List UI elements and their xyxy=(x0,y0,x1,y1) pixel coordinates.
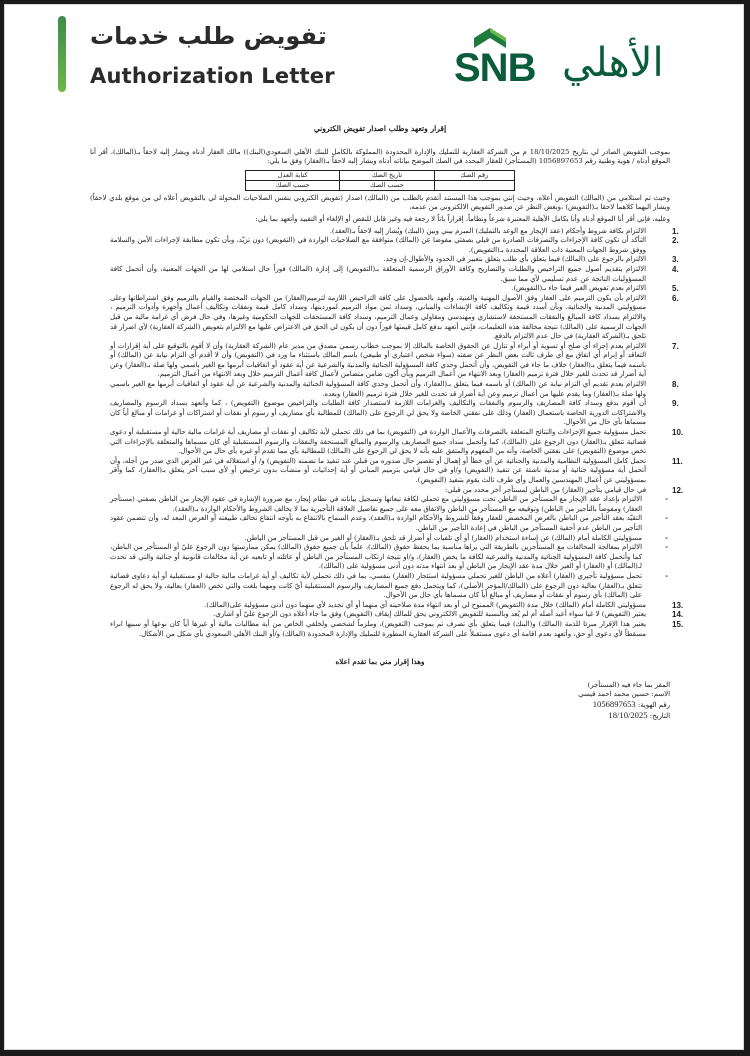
list-item xyxy=(90,293,679,342)
item-text: الالتزام بعدم تقديم أي التزام نيابة عن (المالك) أو باسمه فيما يتعلق بـ(العقار)، وأن أتحمل وحدي كافة المسؤولية الجنائية والمدنية والشرعية عن أية عقود أو اتفاقيات أبرمها مع الغير باسمي ولها صلة بـ(العقار) وما يقدم عليها من أعمال ترميم وعن أية أضرار قد تحدث للغير خلال فترة ترميم (العقار) وبعده. xyxy=(110,380,646,398)
item-number: 4. xyxy=(672,264,679,274)
item-number: 10. xyxy=(672,428,684,438)
item-number: 13. xyxy=(672,600,684,610)
list-item xyxy=(90,380,679,399)
sub-list-item xyxy=(110,543,668,572)
sub-item-text: الالتزام بإعداد عقد الإيجار مع المستأجر من الباطن تحت مسؤوليتي مع تحملي لكافة تبعاتها وتسجيل بياناته في نظام إيجار، مع ضرورة الإشارة في عقود الإيجار من الباطن بصفتي (مستأجر العقار) ومفوضاً بالتأجير من الباطن) وتوقيعه مع المستأجر من الباطن والاتفاق معه على جميع تفاصيل العلاقة التأجيرية بما لا يخالف الشروط والأحكام الواردة بـ(العقد). xyxy=(110,495,642,513)
sub-item-text: تحمل مسؤولية تأجيري (العقار) أعلاه من الباطن للغير تحملي مسؤولية استئجار (العقار) بنفسي، بما في ذلك تحملي لأية تكاليف أو أية غرامات مالية حالية او مستقبلية أو أية دعاوى قضائية تتعلق بـ(العقار) بعالية دون الرجوع على (المالك/المؤجر الأصلي)، كما ويتحمل دفع جميع المصاريف والرسوم المستقبلية أيّ كانت ومهما بلغت والتي تخص (العقار) بعالية، ولا يحق له الرجوع على (المالك) بأي رسوم أو نفقات أو مصاريف أو مبالغ أياً كان مسماها بأي حال من الأحوال. xyxy=(110,571,642,600)
national-id-number: 1056897653 xyxy=(592,699,636,710)
deed-number-value xyxy=(434,180,514,190)
bullet-icon: - xyxy=(665,533,668,542)
sub-list-item xyxy=(110,514,668,533)
accent-bar xyxy=(58,16,66,92)
item-number: 8. xyxy=(672,380,679,390)
item-number: 9. xyxy=(672,399,679,409)
date-label: التاريخ: xyxy=(649,712,670,721)
item-text: في حال قيامي بتأجير (العقار) من الباطن لمستأجر آخر محدد من قبلي: xyxy=(444,485,646,494)
list-item xyxy=(90,456,683,486)
deed-table-header-row xyxy=(246,170,515,180)
chevron-roof-icon xyxy=(474,28,506,48)
item-text: يعتبر هذا الإقرار مبرئا للذمة (المالك) و(البنك) فيما يتعلق بأي تصرف تم بموجب (التفويض)، وملزماً لشخصي ولخلفي الخاص من أية مطالبات مالية أو غيرها أياً كان نوعها أو سببها ابراء مسقطاً لأي دعوى أو حق، وأتعهد بعدم اقامة أي دعوى مستقبلاً على الشركة العقارية المطورة للتمليك والإدارة المحدودة (المالك) و/أو البنك الأهلي السعودي بأي شكل من الأشكال. xyxy=(110,619,646,638)
sub-item-text: التقيّد بعقد التأجير من الباطن بالغرض المخصص للعقار وفقاً للشروط والأحكام الواردة بـ(العقد)، وعدم السماح بالانتفاع به بأوجه انتفاع تخالف طبيعته أو الغرض المعد له، وأن تتضمن عقود التأجير من الباطن عدم أحقية المستأجر من الباطن في إعادة التأجير من الباطن. xyxy=(110,514,642,532)
list-item xyxy=(90,428,684,457)
logo-text-latin: SNB xyxy=(454,46,536,90)
item-text: الالتزام بعدم إجراء أي صلح أو تسوية أو أبراء أو تنازل عن الحقوق الخاصة بالمالك إلا بموجب خطاب رسمي مصدق من مدير عام (الشركة العقارية) وأن لا أقوم بالتوقيع على أية إقرارات أو التعاقد أو إبرام أي اتفاق مع أي طرف ثالث بغض النظر عن صفته (سواء شخص اعتباري أو طبيعي) باسم المالك باستثناء ما ورد في (التفويض) وأن لا أقدم أي التزام نيابة عن (المالك) أو باسمه فيما يتعلق بـ(العقار) خلاف ما جاء في التفويض، وأن أتحمل وحدي كافة المسؤولية الجنائية والمدنية والشرعية عن أية عقود أو اتفاقيات أبرمها مع الغير باسمي ولها صلة بـ(العقار) وعن أية أضرار قد تحدث للغير خلال فترة ترميم (العقار) وبعد الانتهاء من أعمال الترميم وبأن أكون ضامن متضامن لأعمال كافة أعمال الترميم خلال وبعد الانتهاء من أعمال الترميم. xyxy=(110,341,646,379)
deed-date-value: حسب الصك xyxy=(340,180,434,190)
bullet-icon: - xyxy=(665,495,668,504)
list-item xyxy=(90,236,679,255)
item-text: يعتبر (التفويض) لا غيا سواء أعيد أصله أم لم يُعد وبالنسبة للتفويض الالكتروني يحق للمالك إيقاف (التفويض) وفق ما جاء أعلاه دون الرجوع عليّ أو اشاري. xyxy=(213,610,646,619)
signatory-role: المقر بما جاء فيه (المستأجر) xyxy=(587,680,670,689)
list-item xyxy=(90,341,679,380)
bullet-icon: - xyxy=(665,571,668,580)
item-number: 2. xyxy=(672,236,679,246)
item-text: الالتزام بالرجوع على (المالك) فيما يتعلق بأي طلب يتعلق بتغيير في الحدود والأطوال-إن وجد. xyxy=(383,255,646,264)
sub-item-text: الالتزام بمعالجة المخالفات مع المستأجرين بالطريقة التي يراها مناسبة بما يحفظ حقوق (المالك)، علماً بأن جميع حقوق (المالك) يمكن ممارستها دون الرجوع عليّ أو المستأجر من الباطن، كما وأتحمل كافة المسؤولية الجنائية والمدنية والشرعية لكافة ما يخص (العقار)، و/او نتيجة ارتكاب المستأجر من الباطن أو عائلته أو تابعيه عن أية مخالفات قانونية أو جنائية والتي قد تحدث لـ(المالك) أو (العقار) أو الغير خلال مدة عقد الإيجار من الباطن أو بعد انتهاء مدته دون أدنى مسؤولية على (المالك). xyxy=(110,543,642,571)
item-number: 6. xyxy=(672,293,679,303)
sub-item-text: مسؤوليتي الكاملة أمام (المالك) عن إساءة استخدام (العقار) أو أي تلفيات أو أضرار قد تلحق بـ(العقار) أو الغير من قبل المستأجر من الباطن. xyxy=(244,533,642,542)
list-item xyxy=(90,619,684,639)
item-text: مسؤوليتي الكاملة أمام (المالك) خلال مدة (التفويض) الممنوح لي أو بعد انتهاء مدة صلاحيته أي منهما أو أي تجديد لأي منهما دون أدنى مسؤولية على(المالك). xyxy=(204,600,646,609)
closing-statement: وهذا إقرار مني بما تقدم اعلاه xyxy=(335,657,425,667)
snb-logo xyxy=(454,28,704,94)
sub-list-item xyxy=(110,495,668,514)
item-text: الالتزام بكافة شروط وأحكام (عقد الإيجار مع الوعد بالتمليك) المبرم بيني وبين (البنك) ويُشار إليه لاحقاً بـ(العقد). xyxy=(329,226,646,235)
list-item xyxy=(90,264,679,284)
item-number: 14. xyxy=(672,610,684,620)
bullet-icon: - xyxy=(665,514,668,523)
preamble-paragraph-1: وحيث تم استلامي من (المالك) التفويض أعلاه، وحيث إنني بموجب هذا المستند أتقدم بالطلب من (المالك) اصدار (تفويض الكتروني بنفس الصلاحيات المحولة لي بالتفويض أعلاه لي من موقع بلدي لاحقاً) ويشار اليهما كلاهما لاحقا بـ(التفويض) ،وبغض النظر عن صدور التفويض الالكتروني من عدمه، xyxy=(90,193,670,212)
item-text: تحمل مسؤولية جميع الإجراءات والنتائج المتعلقة بالتصرفات والأعمال الواردة في (التفويض) بما في ذلك تحملي لأية تكاليف أو نفقات أو مصاريف أية غرامات مالية حالية أو مستقبلية أو دعوى قضائية تتعلق بـ(العقار) دون الرجوع على (المالك)، كما وأتحمل سداد جميع المصاريف والرسوم والمبالغ المستحقة والنفقات والرسوم المستقبلية أي كان مسماها والمتعلقة بالإجراءات التي تخص موضوع (التفويض) على نفقتي الخاصة، وأنه من المفهوم والمتفق عليه بأنه لا يحق لي الرجوع على (المالك) للمطالبة بأي مما تقدم أو غيره بأي حال من الأحوال. xyxy=(110,428,646,456)
logo-text-arabic: الأهلي xyxy=(562,40,664,86)
signature-block xyxy=(520,681,670,722)
notary-header: كتابة العدل xyxy=(246,170,340,180)
deed-table-value-row xyxy=(246,180,515,190)
document-page xyxy=(4,4,744,1050)
deed-number-header: رقم الصك xyxy=(434,170,514,180)
item-text: الالتزام بأن يكون الترميم على العقار وفق الأصول المهنية والفنية، وأتعهد بالحصول على كافة التراخيص اللازمة لترميم(العقار) من الجهات المختصة والقيام بالترميم وفق اشتراطاتها وعلى مسؤوليتي المدنية والجنائية، وبأن أسدد قيمة وتكاليف كافة الإنشاءات والمباني، وسداد ثمن مواد الترميم لموردينها، وسداد كامل قيمة ونفقات وتكاليف أعمال وأجهزة وأدوات الترميم ، والالتزام بسداد كافة المبالغ والنفقات المستحقة لاستشاري ومهندسي ومقاولي وعمال الترميم، وسداد كافة المستحقات للجهات الحكومية وغيرها، وفي حال فرض أي غرامة مالية من قبل الجهات الرسمية على (المالك) نتيجة مخالفة هذه التعليمات، فإنني أتعهد بدفع كامل قيمتها فوراً دون أن يكون لي الحق في الاعتراض عليها مع الالتزام بتعويض (الشركة العقارية) لأي اضرار قد تلحق بـ(الشركة العقارية) في حال عدم الالتزام بالدفع. xyxy=(110,293,646,341)
sub-list-item xyxy=(110,571,668,601)
list-item xyxy=(90,226,679,237)
letter-body xyxy=(90,124,684,722)
commitments-list xyxy=(90,226,684,640)
list-item xyxy=(90,485,684,601)
item-number: 3. xyxy=(672,255,679,265)
sub-list-item xyxy=(110,533,668,544)
id-label: رقم الهوية: xyxy=(637,701,670,710)
item-number: 5. xyxy=(672,284,679,294)
item-text: الالتزام بعدم تفويض الغير فيما جاء بـ(التفويض). xyxy=(511,284,646,293)
header-title-arabic: تفويض طلب خدمات xyxy=(90,22,327,50)
item-number: 12. xyxy=(672,485,684,495)
intro-paragraph: بموجب التفويض الصادر لي بتاريخ 18/10/2025 م من الشركة العقارية للتمليك والإدارة المحدودة (المملوكة بالكامل للبنك الأهلي السعودي(البنك)) مالك العقار أدناه ويشار إليه لاحقاً بـ(المالك)، أقر أنا الموقع أدناه / هوية وطنية رقم 1056897653 (المستأجر) للعقار المحدد في الصك الموضح بياناته أدناه ويشار إليه لاحقاً بـ(العقار) وفق ما يلي: xyxy=(90,147,670,166)
item-text: أن أقوم بدفع وسداد كافة المصاريف والرسوم والنفقات والتكاليف والغرامات اللازمة لاستصدار كافة الطلبات والتراخيص موضوع (التفويض) ، كما وأتعهد بسداد الرسوم والمصاريف والاشتراكات الدورية الخاصة باستعمال (العقار) وذلك على نفقتي الخاصة ولا يحق لي الرجوع على (المالك) للمطالبة بأي مصاريف أو رسوم أو نفقات أو اشتراكات أو غرامات أو مبالغ أياً كان مسماها بأي حال من الأحوال. xyxy=(110,399,646,427)
bullet-icon: - xyxy=(665,543,668,552)
preamble-paragraph-2: وعليه، فإني أقر أنا الموقع أدناه وأنا بكامل الأهلية المعتبرة شرعاً ونظاماً، إقراراً باتاً لا رجعة فيه وغير قابل للنقض أو الإلغاء أو التقييد وأتعهد بما يلي: xyxy=(255,214,670,223)
sublease-conditions-list xyxy=(110,495,668,601)
notary-value: حسب الصك xyxy=(246,180,340,190)
item-number: 1. xyxy=(672,226,679,236)
item-number: 11. xyxy=(672,456,683,466)
item-number: 15. xyxy=(672,619,684,629)
deed-table xyxy=(245,170,515,191)
list-item xyxy=(90,255,679,265)
item-text: تحمل كامل المسؤولية النظامية والمدنية والجنائية عن أي خطأ أو إهمال أو تقصير حال صدوره من قبلي عند تنفيذ ما تضمنه (التفويض) و/ أو استغلاله في غير الغرض الذي صدر من أجله، وأن أتحمل أية مسؤولية جنائية أو مدنية ناشئة عن تنفيذ (التفويض) و/او في حال قيامي بترميم المباني أو أية إحداثيات أو منشآت بدون ترخيص أو لأي سبب آخر يتعلق بـ(العقار)، كما وأقر بمسؤوليتي عن أعمال المهندسين والعمال وأي طرف ثالث يقوم بتنفيذ (التفويض). xyxy=(110,456,646,484)
header-title-english: Authorization Letter xyxy=(90,64,335,88)
document-title: إقرار وتعهد وطلب اصدار تفويض الكتروني xyxy=(313,124,447,133)
deed-date-header: تاريخ الصك xyxy=(340,170,434,180)
signature-date-line xyxy=(520,711,670,722)
letter-header xyxy=(4,4,744,104)
list-item xyxy=(90,610,684,620)
list-item xyxy=(90,284,679,294)
list-item xyxy=(90,399,679,428)
item-text: الالتزام بتقديم أصول جميع التراخيص والطلبات والتصاريح وكافة الأوراق الرسمية المتعلقة بـ(التفويض) إلى إدارة (المالك) فوراً حال استلامي لها من الجهات المعنية، وأن أتحمل كافة المسؤوليات الناتجة عن عدم تسليمي لأي مما سبق. xyxy=(110,264,646,283)
signatory-name: حسين محمد احمد قيسي xyxy=(578,690,650,699)
list-item xyxy=(90,600,684,611)
signature-date: 18/10/2025 xyxy=(608,710,648,721)
item-number: 7. xyxy=(672,341,679,351)
item-text: التأكد أن تكون كافة الإجراءات والتصرفات الصادرة من قبلي بصفتي مفوضا عن (المالك) متوافقة مع الصلاحيات الواردة في (التفويض) دون تزيّد، وبأن تكون مطابقة لإجراءات الأمن والسلامة ووفق شروط الجهات المعنية ذات العلاقة المحددة بـ(التفويض). xyxy=(110,236,646,254)
name-label: الاسم: xyxy=(651,690,670,699)
